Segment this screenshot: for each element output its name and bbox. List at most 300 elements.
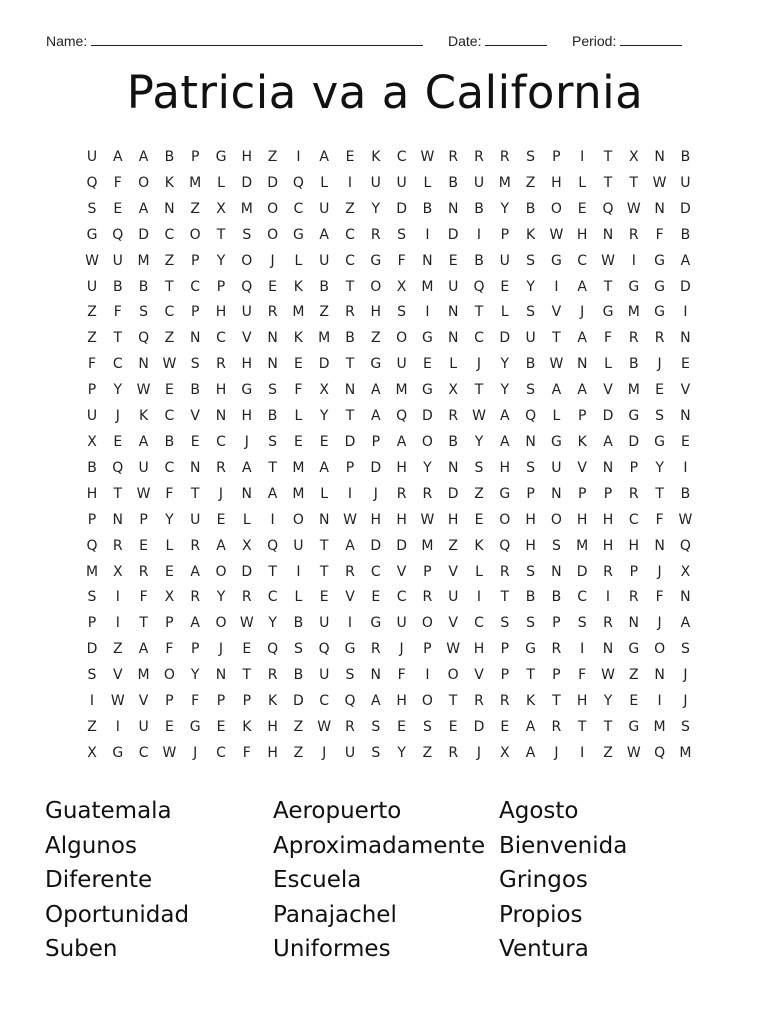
grid-letter[interactable]: U — [370, 174, 381, 191]
grid-letter[interactable]: R — [628, 226, 639, 243]
grid-letter[interactable]: Y — [500, 200, 510, 217]
grid-letter[interactable]: P — [552, 149, 561, 165]
grid-letter[interactable]: S — [371, 718, 381, 735]
grid-letter[interactable]: C — [345, 226, 355, 243]
grid-letter[interactable]: S — [526, 563, 536, 580]
grid-letter[interactable]: Q — [499, 537, 511, 554]
grid-letter[interactable]: P — [190, 641, 200, 658]
grid-letter[interactable]: N — [422, 252, 433, 269]
grid-letter[interactable]: W — [136, 485, 151, 502]
grid-letter[interactable]: N — [215, 408, 227, 425]
grid-letter[interactable]: Q — [138, 330, 150, 347]
grid-letter[interactable]: R — [628, 485, 639, 502]
grid-letter[interactable]: I — [115, 589, 120, 606]
grid-letter[interactable]: L — [320, 485, 329, 502]
grid-letter[interactable]: L — [604, 356, 612, 373]
grid-letter[interactable]: R — [370, 226, 381, 243]
grid-letter[interactable]: D — [396, 200, 407, 217]
grid-letter[interactable]: R — [551, 718, 562, 735]
grid-letter[interactable]: U — [86, 278, 98, 295]
grid-letter[interactable]: T — [139, 615, 148, 632]
grid-letter[interactable]: M — [421, 278, 434, 295]
grid-letter[interactable]: X — [87, 744, 97, 761]
grid-letter[interactable]: E — [216, 718, 226, 735]
grid-letter[interactable]: D — [293, 693, 304, 710]
grid-letter[interactable]: S — [526, 459, 536, 476]
grid-letter[interactable]: O — [499, 511, 511, 528]
grid-letter[interactable]: X — [242, 537, 252, 554]
grid-letter[interactable]: N — [680, 330, 691, 347]
grid-letter[interactable]: X — [680, 563, 691, 580]
grid-letter[interactable]: D — [370, 459, 382, 476]
grid-letter[interactable]: G — [550, 433, 562, 450]
grid-letter[interactable]: G — [628, 278, 640, 295]
grid-letter[interactable]: T — [165, 278, 174, 295]
grid-letter[interactable]: W — [85, 252, 99, 269]
grid-letter[interactable]: S — [242, 226, 252, 243]
grid-letter[interactable]: A — [500, 433, 510, 450]
grid-letter[interactable]: L — [294, 408, 303, 425]
grid-letter[interactable]: Q — [241, 278, 253, 295]
grid-letter[interactable]: Q — [112, 459, 124, 476]
grid-letter[interactable]: T — [474, 304, 484, 321]
grid-letter[interactable]: U — [473, 174, 485, 191]
grid-letter[interactable]: O — [447, 667, 459, 684]
grid-letter[interactable]: F — [655, 589, 664, 606]
grid-letter[interactable]: C — [216, 433, 226, 450]
grid-letter[interactable]: B — [345, 330, 355, 347]
grid-letter[interactable]: C — [267, 589, 278, 606]
grid-letter[interactable]: A — [371, 408, 381, 425]
grid-letter[interactable]: S — [268, 382, 278, 399]
grid-letter[interactable]: P — [371, 433, 381, 450]
grid-letter[interactable]: B — [190, 382, 200, 399]
grid-letter[interactable]: E — [448, 252, 458, 269]
grid-letter[interactable]: T — [603, 278, 613, 295]
grid-letter[interactable]: W — [110, 693, 125, 710]
grid-letter[interactable]: M — [318, 330, 331, 347]
grid-letter[interactable]: T — [603, 149, 613, 165]
grid-letter[interactable]: T — [629, 174, 639, 191]
grid-letter[interactable]: N — [344, 382, 356, 399]
grid-letter[interactable]: Q — [344, 693, 356, 710]
grid-letter[interactable]: Z — [87, 330, 97, 347]
period-blank-line[interactable] — [620, 33, 682, 46]
grid-letter[interactable]: M — [653, 718, 666, 735]
grid-letter[interactable]: Y — [216, 589, 226, 606]
grid-letter[interactable]: D — [267, 174, 278, 191]
grid-letter[interactable]: W — [601, 667, 615, 684]
grid-letter[interactable]: Q — [86, 174, 98, 191]
grid-letter[interactable]: H — [241, 408, 253, 425]
grid-letter[interactable]: R — [551, 641, 562, 658]
grid-letter[interactable]: K — [293, 278, 303, 295]
grid-letter[interactable]: Y — [319, 408, 329, 425]
period-field[interactable] — [572, 33, 682, 49]
grid-letter[interactable]: K — [268, 693, 278, 710]
grid-letter[interactable]: U — [448, 589, 459, 606]
grid-letter[interactable]: U — [86, 408, 98, 425]
grid-letter[interactable]: A — [319, 149, 329, 165]
grid-letter[interactable]: N — [164, 200, 175, 217]
grid-letter[interactable]: M — [292, 304, 305, 321]
grid-letter[interactable]: T — [113, 330, 123, 347]
grid-letter[interactable]: T — [552, 330, 561, 347]
grid-letter[interactable]: Y — [216, 252, 226, 269]
grid-letter[interactable]: Y — [113, 382, 123, 399]
grid-letter[interactable]: M — [137, 667, 150, 684]
grid-letter[interactable]: J — [270, 252, 275, 269]
grid-letter[interactable]: W — [239, 615, 254, 632]
grid-letter[interactable]: H — [241, 356, 253, 373]
grid-letter[interactable]: P — [190, 149, 200, 165]
grid-letter[interactable]: S — [577, 615, 587, 632]
grid-letter[interactable]: N — [370, 667, 382, 684]
grid-letter[interactable]: F — [397, 667, 406, 684]
grid-letter[interactable]: E — [397, 718, 407, 735]
grid-letter[interactable]: A — [242, 459, 252, 476]
grid-letter[interactable]: L — [217, 174, 225, 191]
grid-letter[interactable]: E — [139, 537, 149, 554]
grid-letter[interactable]: V — [577, 459, 587, 476]
grid-letter[interactable]: E — [500, 278, 510, 295]
grid-letter[interactable]: T — [268, 563, 277, 580]
grid-letter[interactable]: N — [680, 408, 691, 425]
grid-letter[interactable]: N — [654, 149, 665, 165]
grid-letter[interactable]: C — [216, 744, 226, 761]
grid-letter[interactable]: G — [654, 433, 666, 450]
grid-letter[interactable]: R — [190, 537, 201, 554]
grid-letter[interactable]: T — [216, 226, 226, 243]
grid-letter[interactable]: F — [165, 485, 174, 502]
grid-letter[interactable]: D — [680, 278, 691, 295]
grid-letter[interactable]: G — [112, 744, 124, 761]
grid-letter[interactable]: N — [447, 459, 459, 476]
grid-letter[interactable]: D — [138, 226, 149, 243]
grid-letter[interactable]: W — [549, 356, 564, 373]
grid-letter[interactable]: T — [603, 174, 613, 191]
grid-letter[interactable]: S — [500, 615, 510, 632]
grid-letter[interactable]: I — [296, 563, 301, 580]
grid-letter[interactable]: B — [474, 252, 484, 269]
grid-letter[interactable]: A — [500, 408, 510, 425]
grid-letter[interactable]: A — [190, 563, 200, 580]
grid-letter[interactable]: R — [112, 537, 123, 554]
grid-letter[interactable]: K — [371, 149, 381, 165]
grid-letter[interactable]: J — [218, 641, 224, 658]
word-search-grid[interactable] — [79, 144, 694, 766]
grid-letter[interactable]: P — [242, 693, 252, 710]
grid-letter[interactable]: L — [165, 537, 174, 554]
grid-letter[interactable]: S — [526, 252, 536, 269]
grid-letter[interactable]: R — [448, 408, 459, 425]
grid-letter[interactable]: R — [345, 304, 355, 321]
grid-letter[interactable]: L — [294, 589, 303, 606]
grid-letter[interactable]: G — [370, 252, 382, 269]
grid-letter[interactable]: L — [475, 563, 483, 580]
grid-letter[interactable]: K — [293, 330, 303, 347]
grid-letter[interactable]: H — [499, 459, 511, 476]
grid-letter[interactable]: B — [138, 278, 149, 295]
grid-letter[interactable]: A — [577, 330, 587, 347]
grid-letter[interactable]: J — [115, 408, 120, 425]
grid-letter[interactable]: A — [680, 615, 691, 632]
grid-letter[interactable]: F — [165, 641, 174, 658]
grid-letter[interactable]: R — [499, 563, 510, 580]
grid-letter[interactable]: S — [474, 459, 484, 476]
grid-letter[interactable]: I — [425, 226, 430, 243]
grid-letter[interactable]: G — [421, 330, 433, 347]
grid-letter[interactable]: D — [241, 174, 253, 191]
grid-letter[interactable]: B — [680, 226, 691, 243]
grid-letter[interactable]: D — [370, 537, 382, 554]
grid-letter[interactable]: P — [500, 667, 510, 684]
grid-letter[interactable]: S — [397, 226, 407, 243]
grid-letter[interactable]: D — [422, 408, 433, 425]
grid-letter[interactable]: R — [448, 744, 459, 761]
grid-letter[interactable]: U — [396, 615, 407, 632]
grid-letter[interactable]: A — [216, 537, 226, 554]
grid-letter[interactable]: E — [268, 278, 278, 295]
grid-letter[interactable]: P — [577, 408, 587, 425]
grid-letter[interactable]: R — [474, 149, 484, 165]
grid-letter[interactable]: U — [551, 459, 562, 476]
grid-letter[interactable]: W — [136, 382, 151, 399]
grid-letter[interactable]: B — [112, 278, 123, 295]
grid-letter[interactable]: M — [137, 252, 150, 269]
grid-letter[interactable]: T — [190, 485, 200, 502]
grid-letter[interactable]: E — [474, 511, 484, 528]
grid-letter[interactable]: Q — [654, 744, 666, 761]
grid-letter[interactable]: Z — [87, 304, 97, 321]
grid-letter[interactable]: U — [241, 304, 252, 321]
grid-letter[interactable]: G — [654, 252, 666, 269]
grid-letter[interactable]: L — [500, 304, 509, 321]
grid-letter[interactable]: Z — [190, 200, 200, 217]
grid-letter[interactable]: W — [601, 252, 615, 269]
grid-letter[interactable]: X — [448, 382, 458, 399]
grid-letter[interactable]: W — [652, 174, 667, 191]
grid-letter[interactable]: D — [396, 537, 407, 554]
grid-letter[interactable]: G — [370, 615, 382, 632]
grid-letter[interactable]: S — [190, 356, 200, 373]
grid-letter[interactable]: E — [293, 433, 303, 450]
grid-letter[interactable]: Z — [113, 641, 123, 658]
grid-letter[interactable]: Z — [164, 252, 175, 269]
grid-letter[interactable]: A — [525, 718, 536, 735]
grid-letter[interactable]: D — [602, 408, 614, 425]
grid-letter[interactable]: N — [189, 330, 201, 347]
grid-letter[interactable]: G — [241, 382, 253, 399]
grid-letter[interactable]: E — [371, 589, 381, 606]
grid-letter[interactable]: I — [296, 149, 301, 165]
grid-letter[interactable]: P — [526, 485, 535, 502]
grid-letter[interactable]: A — [113, 149, 123, 165]
grid-letter[interactable]: J — [322, 744, 327, 761]
grid-letter[interactable]: J — [193, 744, 198, 761]
grid-letter[interactable]: D — [344, 433, 356, 450]
grid-letter[interactable]: V — [396, 563, 407, 580]
grid-letter[interactable]: Z — [319, 304, 329, 321]
grid-letter[interactable]: T — [655, 485, 664, 502]
grid-letter[interactable]: A — [138, 433, 149, 450]
grid-letter[interactable]: A — [138, 149, 149, 165]
grid-letter[interactable]: S — [526, 615, 536, 632]
grid-letter[interactable]: R — [345, 718, 355, 735]
grid-letter[interactable]: G — [370, 356, 382, 373]
grid-letter[interactable]: I — [554, 278, 559, 295]
grid-letter[interactable]: W — [678, 511, 693, 528]
grid-letter[interactable]: R — [603, 615, 613, 632]
grid-letter[interactable]: Y — [474, 433, 484, 450]
grid-letter[interactable]: G — [499, 485, 511, 502]
grid-letter[interactable]: X — [500, 744, 510, 761]
grid-letter[interactable]: V — [448, 615, 458, 632]
grid-letter[interactable]: Z — [525, 174, 536, 191]
grid-letter[interactable]: J — [399, 641, 404, 658]
grid-letter[interactable]: K — [139, 408, 149, 425]
grid-letter[interactable]: H — [396, 511, 407, 528]
date-blank-line[interactable] — [485, 33, 547, 46]
grid-letter[interactable]: W — [549, 226, 564, 243]
grid-letter[interactable]: O — [267, 226, 279, 243]
grid-letter[interactable]: K — [526, 226, 536, 243]
grid-letter[interactable]: P — [423, 563, 432, 580]
grid-letter[interactable]: Q — [396, 408, 408, 425]
grid-letter[interactable]: O — [550, 200, 562, 217]
grid-letter[interactable]: R — [499, 149, 510, 165]
grid-letter[interactable]: Q — [112, 226, 124, 243]
grid-letter[interactable]: B — [525, 356, 536, 373]
grid-letter[interactable]: M — [498, 174, 511, 191]
grid-letter[interactable]: B — [164, 433, 175, 450]
grid-letter[interactable]: A — [577, 382, 587, 399]
grid-letter[interactable]: B — [448, 433, 458, 450]
grid-letter[interactable]: N — [654, 537, 665, 554]
grid-letter[interactable]: R — [216, 459, 226, 476]
grid-letter[interactable]: E — [500, 718, 510, 735]
grid-letter[interactable]: B — [628, 356, 639, 373]
grid-letter[interactable]: C — [164, 304, 175, 321]
grid-letter[interactable]: X — [629, 149, 639, 165]
grid-letter[interactable]: N — [654, 667, 665, 684]
grid-letter[interactable]: O — [550, 511, 562, 528]
grid-letter[interactable]: B — [293, 615, 304, 632]
grid-letter[interactable]: F — [191, 693, 200, 710]
grid-letter[interactable]: E — [164, 718, 174, 735]
grid-letter[interactable]: Y — [268, 615, 277, 632]
grid-letter[interactable]: P — [552, 667, 561, 684]
grid-letter[interactable]: Z — [345, 200, 355, 217]
grid-letter[interactable]: H — [370, 304, 382, 321]
grid-letter[interactable]: U — [319, 200, 330, 217]
grid-letter[interactable]: G — [654, 278, 666, 295]
grid-letter[interactable]: Q — [679, 537, 691, 554]
grid-letter[interactable]: A — [680, 252, 691, 269]
grid-letter[interactable]: T — [242, 667, 252, 684]
grid-letter[interactable]: J — [554, 744, 559, 761]
grid-letter[interactable]: C — [474, 615, 484, 632]
grid-letter[interactable]: V — [345, 589, 355, 606]
grid-letter[interactable]: H — [602, 511, 614, 528]
grid-letter[interactable]: E — [319, 589, 329, 606]
grid-letter[interactable]: S — [345, 667, 355, 684]
grid-letter[interactable]: C — [112, 356, 123, 373]
grid-letter[interactable]: R — [267, 667, 278, 684]
grid-letter[interactable]: X — [113, 563, 123, 580]
grid-letter[interactable]: T — [113, 485, 123, 502]
grid-letter[interactable]: I — [657, 693, 662, 710]
grid-letter[interactable]: Q — [267, 641, 279, 658]
grid-letter[interactable]: R — [448, 149, 459, 165]
grid-letter[interactable]: O — [163, 667, 175, 684]
grid-letter[interactable]: U — [396, 174, 407, 191]
grid-letter[interactable]: Y — [500, 382, 510, 399]
grid-letter[interactable]: A — [525, 744, 536, 761]
grid-letter[interactable]: A — [577, 278, 587, 295]
grid-letter[interactable]: O — [241, 252, 253, 269]
grid-letter[interactable]: J — [580, 304, 585, 321]
grid-letter[interactable]: G — [628, 641, 640, 658]
grid-letter[interactable]: T — [577, 718, 587, 735]
grid-letter[interactable]: S — [268, 433, 278, 450]
grid-letter[interactable]: P — [87, 615, 97, 632]
grid-letter[interactable]: R — [422, 589, 433, 606]
grid-letter[interactable]: C — [138, 744, 149, 761]
grid-letter[interactable]: S — [551, 537, 561, 554]
grid-letter[interactable]: D — [318, 356, 330, 373]
grid-letter[interactable]: Z — [87, 718, 97, 735]
grid-letter[interactable]: I — [476, 226, 482, 243]
grid-letter[interactable]: I — [347, 485, 353, 502]
grid-letter[interactable]: E — [422, 356, 432, 373]
grid-letter[interactable]: N — [576, 356, 588, 373]
grid-letter[interactable]: I — [115, 615, 120, 632]
grid-letter[interactable]: W — [162, 744, 177, 761]
grid-letter[interactable]: N — [654, 200, 665, 217]
grid-letter[interactable]: C — [164, 226, 175, 243]
grid-letter[interactable]: S — [526, 382, 536, 399]
grid-letter[interactable]: E — [293, 356, 303, 373]
grid-letter[interactable]: R — [345, 563, 355, 580]
grid-letter[interactable]: T — [319, 537, 329, 554]
grid-letter[interactable]: E — [680, 356, 690, 373]
grid-letter[interactable]: B — [267, 408, 278, 425]
grid-letter[interactable]: B — [448, 174, 458, 191]
grid-letter[interactable]: A — [138, 641, 149, 658]
grid-letter[interactable]: Q — [318, 641, 330, 658]
grid-letter[interactable]: P — [500, 641, 510, 658]
grid-letter[interactable]: L — [552, 408, 561, 425]
grid-letter[interactable]: A — [345, 537, 355, 554]
grid-letter[interactable]: N — [189, 459, 201, 476]
grid-letter[interactable]: H — [628, 537, 640, 554]
grid-letter[interactable]: X — [396, 278, 407, 295]
grid-letter[interactable]: H — [576, 226, 588, 243]
grid-letter[interactable]: I — [476, 589, 482, 606]
grid-letter[interactable]: J — [657, 356, 662, 373]
grid-letter[interactable]: J — [657, 563, 662, 580]
grid-letter[interactable]: O — [370, 278, 382, 295]
grid-letter[interactable]: T — [345, 278, 355, 295]
grid-letter[interactable]: I — [347, 615, 353, 632]
grid-letter[interactable]: N — [267, 330, 278, 347]
grid-letter[interactable]: Z — [164, 330, 175, 347]
grid-letter[interactable]: F — [578, 667, 587, 684]
grid-letter[interactable]: O — [421, 615, 433, 632]
grid-letter[interactable]: D — [576, 563, 588, 580]
grid-letter[interactable]: X — [87, 433, 97, 450]
